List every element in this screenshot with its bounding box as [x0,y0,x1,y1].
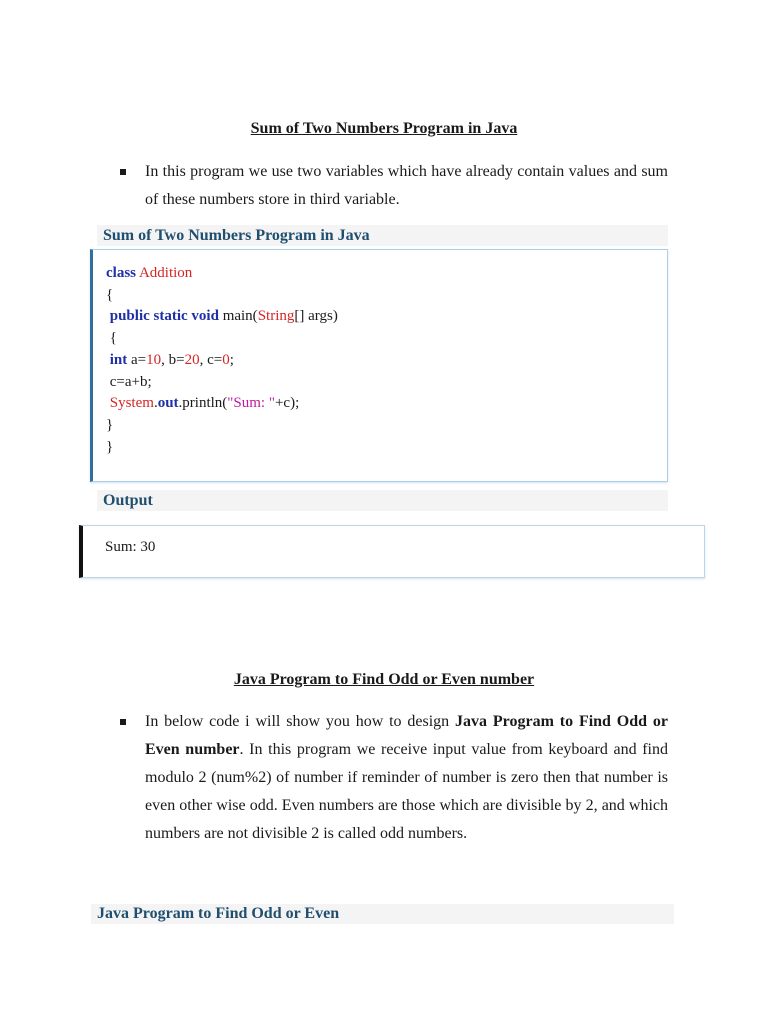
code-block [90,249,668,482]
code-class-name: Addition [138,265,193,281]
section2-bullet-pre: In below code i will show you how to design [145,713,456,730]
section1-title: Sum of Two Numbers Program in Java [250,120,518,137]
output-heading: Output [97,490,668,511]
section2-bullet [120,708,668,848]
code-text: .println( [178,395,228,412]
code-text: c=a+b; [109,373,152,390]
code-brace: { [106,286,114,303]
section1-bullet [120,158,668,214]
code-text: main( [218,308,258,325]
bullet-square-icon [120,719,126,725]
output-block [79,525,705,578]
output-text: Sum: 30 [105,539,156,555]
code-class-name: System [109,395,154,412]
code-text: a= [127,351,147,368]
code-keyword: class [106,265,136,281]
code-text: , b= [161,351,185,368]
bullet-square-icon [120,169,126,175]
section1-code-heading: Sum of Two Numbers Program in Java [97,225,668,246]
code-text: , c= [199,351,223,368]
code-brace: { [109,330,117,347]
section2-bullet-post: . In this program we receive input value from keyboard and find modulo 2 (num%2) of number if reminder of number is zero then that number is even other wise odd. Even numbers are those which are divisible by 2, and which numbers are not divisible 2 is called odd numbers. [145,741,668,842]
code-number: 20 [184,351,200,368]
code-class-name: String [257,308,295,325]
code-text: +c); [274,395,300,412]
code-text: . [153,395,158,412]
section2-bullet-text [145,708,668,848]
code-keyword: out [157,395,179,412]
code-listing [106,263,338,458]
code-keyword: public static void [109,308,219,325]
code-number: 0 [222,351,230,368]
code-number: 10 [146,351,162,368]
section2-bullet-bold: Java Program to Find Odd or Even number [145,713,669,758]
code-text: ; [229,351,234,368]
code-text: [] args) [294,308,338,325]
code-keyword: int [109,351,128,368]
section2-code-heading: Java Program to Find Odd or Even [91,904,674,924]
section1-bullet-text: In this program we use two variables which have already contain values and sum of these numbers store in third variable. [145,163,668,208]
section2-title: Java Program to Find Odd or Even number [233,671,535,688]
code-string: "Sum: " [227,395,275,412]
code-brace: } [106,416,114,433]
code-brace: } [106,438,114,455]
